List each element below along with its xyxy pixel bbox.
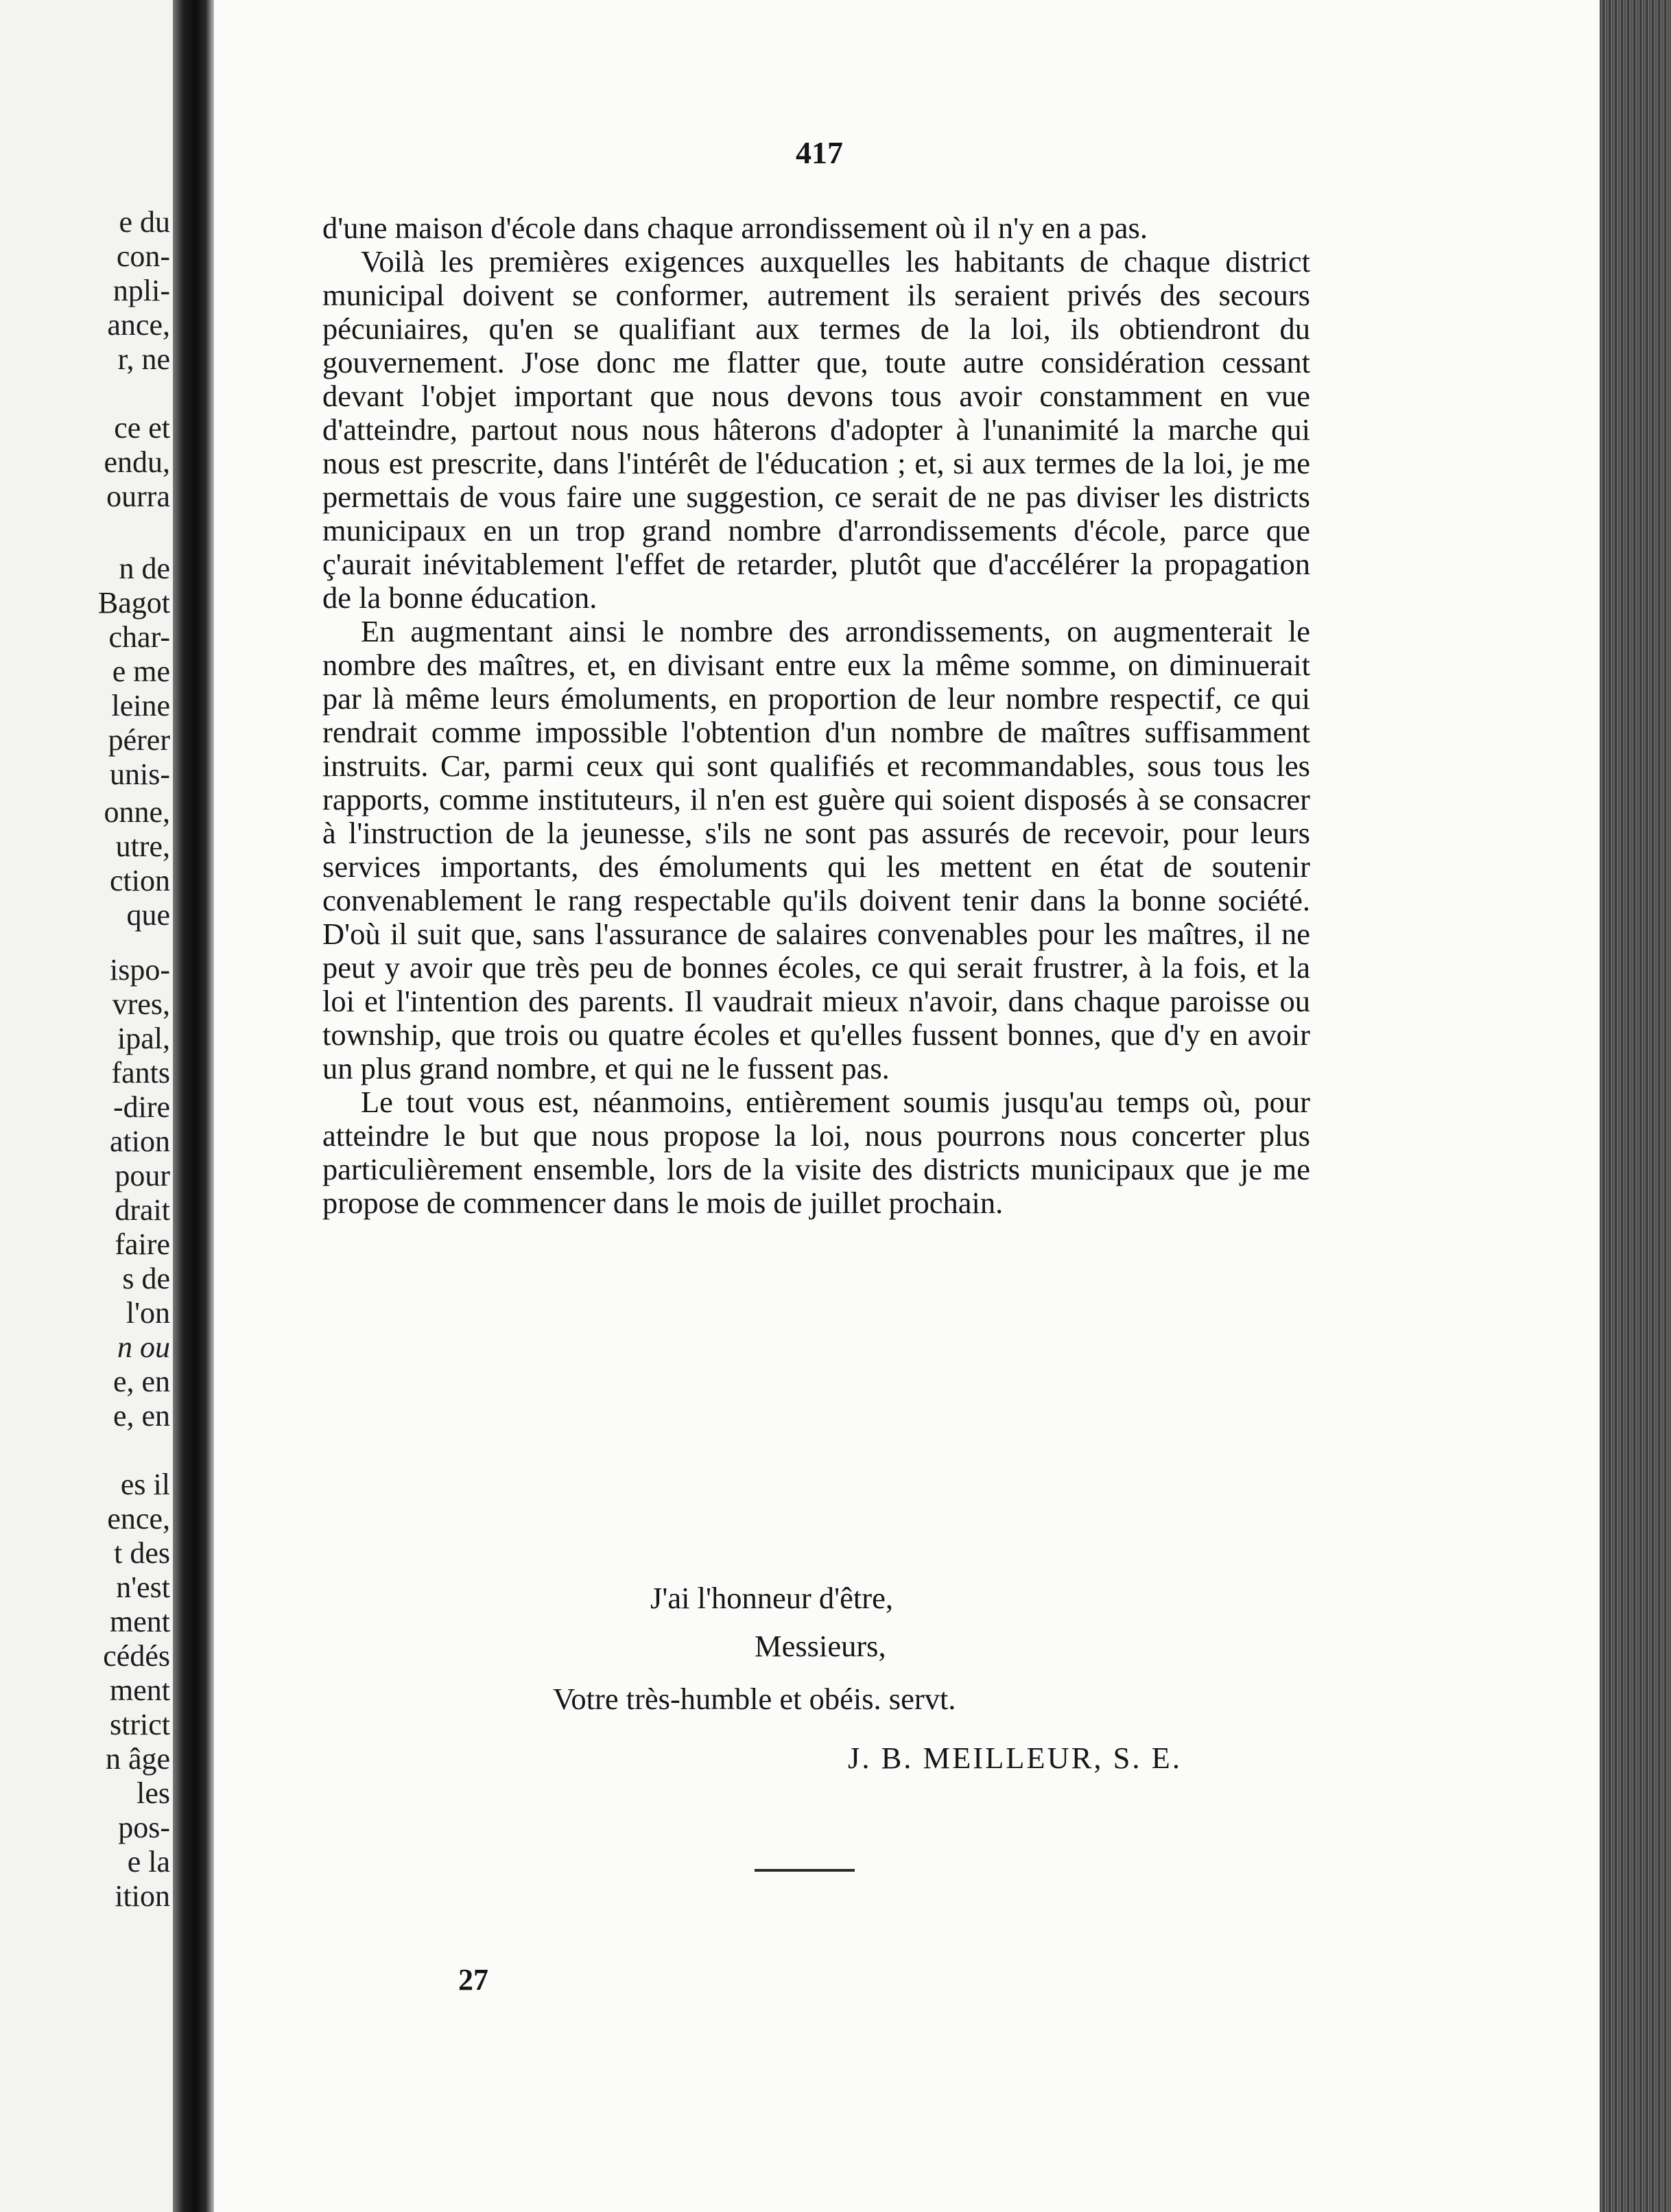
- left-page-fragment: pérer: [108, 723, 170, 757]
- left-page-fragment: e, en: [112, 1365, 170, 1398]
- left-page-fragment: endu,: [104, 445, 170, 479]
- left-page-fragment: ment: [110, 1673, 170, 1707]
- book-gutter: [173, 0, 214, 2212]
- left-page-fragment: ence,: [107, 1502, 170, 1536]
- left-page-fragment: ition: [115, 1879, 170, 1913]
- paragraph: En augmentant ainsi le nombre des arrondissements, on augmenterait le nombre des maîtres, et, en divisant entre eux la même somme, on diminuerait par là même leurs émoluments, en proportion de leur nombre respectif, ce qui rendrait comme impossible l'obtention d'un nombre de maîtres suffisamment instruits. Car, parmi ceux qui sont qualifiés et recommandables, sous tous les rapports, comme instituteurs, il n'en est guère qui soient disposés à se consacrer à l'instruction de la jeunesse, s'ils ne sont pas assurés de recevoir, pour leurs services importants, des émoluments qui les mettent en état de soutenir convenablement le rang respectable qu'ils doivent tenir dans la bonne société. D'où il suit que, sans l'assurance de salaires convenables pour les maîtres, il ne peut y avoir que très peu de bonnes écoles, ce qui serait frustrer, à la fois, et la loi et l'intention des parents. Il vaudrait mieux n'avoir, dans chaque paroisse ou township, que trois ou quatre écoles et qu'elles fussent bonnes, que d'y en avoir un plus grand nombre, et qui ne le fussent pas.: [322, 614, 1310, 1085]
- left-page-fragment: ment: [110, 1605, 170, 1638]
- paragraph: Le tout vous est, néanmoins, entièrement soumis jusqu'au temps où, pour atteindre le but que nous propose la loi, nous pourrons nous concerter plus particulièrement ensemble, lors de la visite des districts municipaux que je me propose de commencer dans le mois de juillet prochain.: [322, 1085, 1310, 1220]
- left-page-fragment: n ou: [117, 1330, 170, 1364]
- left-page-fragment: -dire: [112, 1090, 170, 1124]
- left-page-fragment: faire: [115, 1227, 170, 1261]
- left-page-fragment: ce et: [114, 411, 170, 445]
- paragraph: Voilà les premières exigences auxquelles les habitants de chaque district municipal doivent se conformer, autrement ils seraient privés des secours pécuniaires, qu'en se qualifiant aux termes de la loi, ils obtiendront du gouvernement. J'ose donc me flatter que, toute autre considération cessant devant l'objet important que nous devons tous avoir constamment en vue d'atteindre, partout nous nous hâterons d'adopter à l'unanimité la marche qui nous est prescrite, dans l'intérêt de l'éducation ; et, si aux termes de la loi, je me permettais de vous faire une suggestion, ce serait de ne pas diviser les districts municipaux en un trop grand nombre d'arrondissements d'école, parce que ç'aurait inévitablement l'effet de retarder, plutôt que d'accélérer la propagation de la bonne éducation.: [322, 244, 1310, 615]
- closing-formula: Votre très-humble et obéis. servt.: [553, 1682, 956, 1716]
- left-page-fragment: con-: [116, 239, 170, 273]
- left-page-fragment: strict: [110, 1708, 170, 1741]
- left-page-fragment: ipal,: [117, 1022, 170, 1055]
- page-number: 417: [796, 135, 843, 170]
- left-page-fragment: fants: [111, 1056, 170, 1090]
- left-page-fragment: ourra: [106, 480, 170, 513]
- left-page-fragment: e, en: [112, 1399, 170, 1433]
- closing-addressee: Messieurs,: [755, 1629, 886, 1663]
- left-page-fragment: Bagot: [97, 586, 170, 620]
- left-page-fragment: n'est: [116, 1570, 170, 1604]
- left-page-fragment: les: [137, 1776, 170, 1810]
- left-page-fragment: n de: [119, 552, 170, 585]
- left-page-fragment: utre,: [115, 830, 170, 863]
- left-page-fragment: npli-: [112, 274, 170, 307]
- paragraph: d'une maison d'école dans chaque arrondissement où il n'y en a pas.: [322, 211, 1148, 245]
- left-facing-page: [0, 0, 173, 2212]
- left-page-fragment: es il: [120, 1468, 170, 1501]
- left-page-fragment: e me: [112, 655, 170, 688]
- left-page-fragment: pour: [115, 1159, 170, 1192]
- left-page-fragment: e du: [119, 205, 170, 239]
- left-page-fragment: onne,: [104, 795, 170, 829]
- left-page-fragment: que: [126, 898, 170, 932]
- left-page-fragment: cédés: [103, 1639, 170, 1673]
- left-page-fragment: l'on: [126, 1296, 170, 1330]
- left-page-fragment: ispo-: [110, 953, 170, 987]
- left-page-fragment: leine: [111, 689, 170, 722]
- page-edges: [1600, 0, 1671, 2212]
- left-page-fragment: s de: [122, 1262, 170, 1295]
- left-page-fragment: ction: [110, 864, 170, 897]
- left-page-fragment: unis-: [110, 757, 170, 791]
- left-page-fragment: pos-: [118, 1811, 170, 1844]
- letter-body: [322, 211, 1310, 1220]
- left-page-fragment: e la: [127, 1845, 170, 1879]
- closing-salutation: J'ai l'honneur d'être,: [650, 1581, 893, 1615]
- left-page-fragment: vres,: [112, 987, 170, 1021]
- left-page-fragment: r, ne: [117, 342, 170, 376]
- left-page-fragment: n âge: [105, 1742, 170, 1776]
- left-page-fragment: char-: [108, 620, 170, 654]
- signature-mark: 27: [458, 1963, 488, 1997]
- left-page-fragment: t des: [114, 1536, 170, 1570]
- left-page-fragment: drait: [115, 1193, 170, 1227]
- left-page-fragment: ance,: [107, 308, 170, 342]
- separator-rule: [755, 1869, 855, 1872]
- signature: J. B. MEILLEUR, S. E.: [848, 1741, 1182, 1775]
- left-page-fragment: ation: [110, 1125, 170, 1158]
